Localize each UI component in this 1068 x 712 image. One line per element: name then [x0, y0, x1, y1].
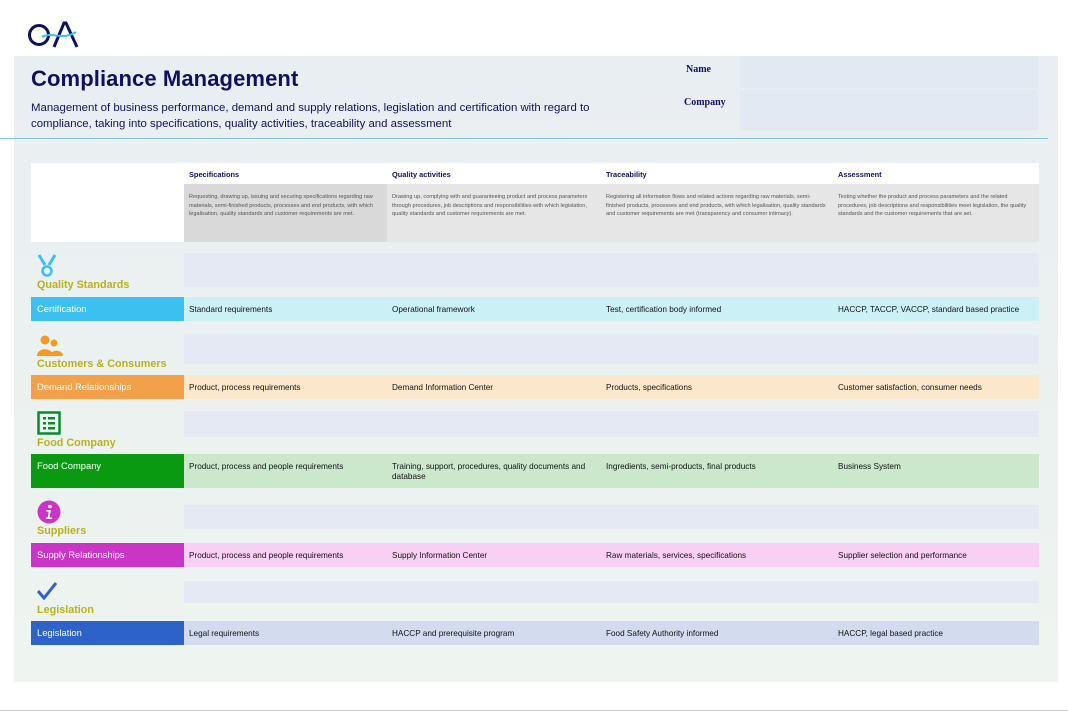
- row-label-food-company: Food Company: [31, 454, 184, 488]
- row-food-company: [31, 454, 1039, 488]
- cell-assessment: Supplier selection and performance: [833, 543, 1039, 567]
- name-field[interactable]: [740, 56, 1038, 88]
- section-title-suppliers: Suppliers: [37, 525, 87, 537]
- row-demand-relationships: [31, 375, 1039, 399]
- cell-specifications: Legal requirements: [184, 621, 387, 645]
- corner-cell: [31, 163, 184, 184]
- cell-specifications: Product, process requirements: [184, 375, 387, 399]
- info-icon: [37, 500, 61, 524]
- cell-quality-activities: HACCP and prerequisite program: [387, 621, 601, 645]
- cell-assessment: Customer satisfaction, consumer needs: [833, 375, 1039, 399]
- section-band: [184, 411, 1039, 437]
- page-title: Compliance Management: [31, 66, 299, 91]
- cell-specifications: Product, process and people requirements: [184, 543, 387, 567]
- description-traceability: Registering all information flows and related actions regarding raw materials, semi-finished products, processes and end products, with which legalisation, quality standards and customer requirements are met (transparency and consumer intimacy).: [601, 184, 833, 242]
- cell-quality-activities: Supply Information Center: [387, 543, 601, 567]
- section-suppliers: [31, 497, 1039, 541]
- name-label: Name: [686, 64, 711, 75]
- column-header-quality-activities: Quality activities: [387, 163, 601, 184]
- section-band: [184, 334, 1039, 364]
- section-food-company: [31, 409, 1039, 453]
- people-icon: [37, 334, 63, 356]
- column-header-specifications: Specifications: [184, 163, 387, 184]
- description-assessment: Testing whether the product and process parameters and the related procedures, job descriptions and responsibilities meet legislation, the quality standards and the customer requirements that are set.: [833, 184, 1039, 242]
- cell-traceability: Food Safety Authority informed: [601, 621, 833, 645]
- cell-traceability: Ingredients, semi-products, final products: [601, 454, 833, 488]
- qa-logo: [28, 20, 82, 50]
- medal-icon: [37, 254, 57, 278]
- cell-quality-activities: Demand Information Center: [387, 375, 601, 399]
- checkmark-icon: [37, 582, 57, 600]
- company-field[interactable]: [740, 90, 1038, 130]
- row-label-supply-relationships: Supply Relationships: [31, 543, 184, 567]
- column-header-row: [31, 163, 1039, 184]
- column-header-traceability: Traceability: [601, 163, 833, 184]
- row-label-demand-relationships: Demand Relationships: [31, 375, 184, 399]
- row-legislation: [31, 621, 1039, 645]
- company-label: Company: [684, 97, 726, 108]
- corner-blank: [31, 184, 184, 242]
- cell-traceability: Test, certification body informed: [601, 297, 833, 321]
- cell-traceability: Products, specifications: [601, 375, 833, 399]
- bottom-divider: [0, 710, 1068, 711]
- section-title-food-company: Food Company: [37, 437, 116, 449]
- cell-specifications: Standard requirements: [184, 297, 387, 321]
- section-band: [184, 253, 1039, 287]
- section-legislation: [31, 577, 1039, 621]
- section-title-quality-standards: Quality Standards: [37, 279, 130, 291]
- column-description-row: [31, 184, 1039, 242]
- row-label-legislation: Legislation: [31, 621, 184, 645]
- header-divider: [0, 138, 1048, 139]
- page-subtitle: Management of business performance, demand and supply relations, legislation and certification with regard to compliance, taking into specifications, quality activities, traceability and assessment: [31, 102, 590, 130]
- section-quality-standards: [31, 251, 1039, 295]
- row-supply-relationships: [31, 543, 1039, 567]
- section-band: [184, 505, 1039, 529]
- section-band: [184, 581, 1039, 603]
- cell-traceability: Raw materials, services, specifications: [601, 543, 833, 567]
- cell-assessment: HACCP, legal based practice: [833, 621, 1039, 645]
- section-customers-consumers: [31, 331, 1039, 373]
- cell-quality-activities: Operational framework: [387, 297, 601, 321]
- cell-assessment: HACCP, TACCP, VACCP, standard based practice: [833, 297, 1039, 321]
- cell-quality-activities: Training, support, procedures, quality documents and database: [387, 454, 601, 488]
- cell-assessment: Business System: [833, 454, 1039, 488]
- description-specifications: Requesting, drawing up, issuing and securing specifications regarding raw materials, semi-finished products, processes and end products, with which legalisation, quality standards and customer requirements are met.: [184, 184, 387, 242]
- description-quality-activities: Drawing up, complying with and guaranteeing product and process parameters through procedures, job descriptions and responsibilities with which legislation, quality standards and customer requirements are met.: [387, 184, 601, 242]
- row-label-certification: Certification: [31, 297, 184, 321]
- section-title-customers-consumers: Customers & Consumers: [37, 358, 167, 370]
- column-header-assessment: Assessment: [833, 163, 1039, 184]
- section-title-legislation: Legislation: [37, 604, 94, 616]
- row-certification: [31, 297, 1039, 321]
- cell-specifications: Product, process and people requirements: [184, 454, 387, 488]
- document-list-icon: [37, 411, 61, 435]
